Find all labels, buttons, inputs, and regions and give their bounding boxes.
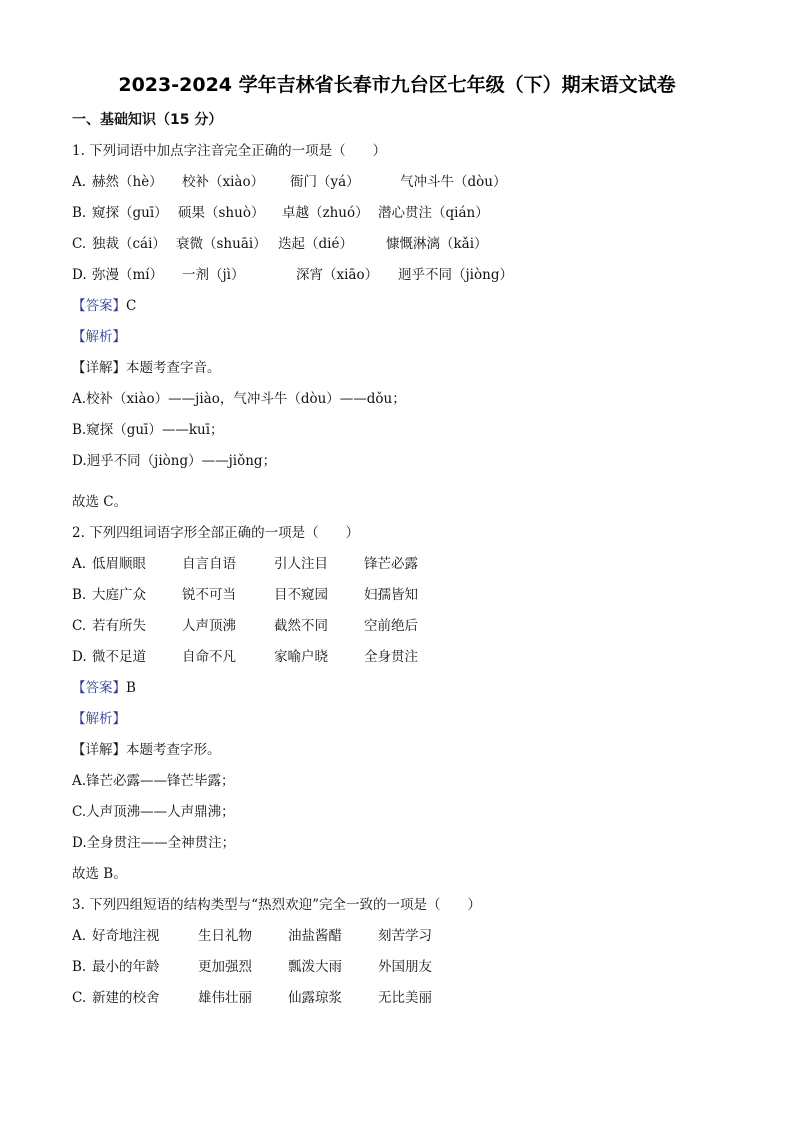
option-item: 瓢泼大雨 <box>288 959 342 975</box>
question-1-stem: 1. 下列词语中加点字注音完全正确的一项是（ ） <box>72 143 387 159</box>
option-item: 慷慨淋漓（kǎi） <box>386 236 488 252</box>
option-item: 潜心贯注（qián） <box>378 205 489 221</box>
option-letter: D. <box>72 267 87 283</box>
q1-answer <box>72 291 732 322</box>
q2-conclusion: 故选 B。 <box>72 866 127 882</box>
q1-option-c <box>72 229 732 260</box>
option-letter: C. <box>72 990 87 1006</box>
section-heading: 一、基础知识（15 分） <box>72 112 223 128</box>
answer-tag: 【答案】 <box>72 298 126 314</box>
option-item: 油盐酱醋 <box>288 928 342 944</box>
option-item: 锋芒必露 <box>364 556 418 572</box>
q2-detail <box>72 735 732 766</box>
q1-analysis <box>72 322 732 353</box>
answer-value: C <box>126 298 137 314</box>
option-item: 外国朋友 <box>378 959 432 975</box>
option-item: 迭起（dié） <box>278 236 353 252</box>
option-item: 窥探（guī） <box>92 205 168 221</box>
q3-option-b <box>72 952 732 983</box>
option-item: 截然不同 <box>274 618 328 634</box>
q2-option-d <box>72 642 732 673</box>
option-item: 锐不可当 <box>182 587 236 603</box>
option-item: 妇孺皆知 <box>364 587 418 603</box>
q2-explanation-1: A.锋芒必露——锋芒毕露； <box>72 773 235 789</box>
q1-option-b <box>72 198 732 229</box>
option-item: 弥漫（mí） <box>92 267 164 283</box>
option-item: 衙门（yá） <box>290 174 360 190</box>
spacer <box>72 477 732 487</box>
option-item: 微不足道 <box>92 649 146 665</box>
option-item: 自命不凡 <box>182 649 236 665</box>
option-item: 硕果（shuò） <box>178 205 265 221</box>
option-item: 一剂（jì） <box>182 267 245 283</box>
option-item: 刻苦学习 <box>378 928 432 944</box>
option-letter: C. <box>72 236 87 252</box>
option-item: 新建的校舍 <box>92 990 160 1006</box>
q1-detail <box>72 353 732 384</box>
option-item: 无比美丽 <box>378 990 432 1006</box>
option-letter: D. <box>72 649 87 665</box>
option-item: 若有所失 <box>92 618 146 634</box>
option-item: 衰微（shuāi） <box>176 236 267 252</box>
option-item: 人声顶沸 <box>182 618 236 634</box>
q1-conclusion: 故选 C。 <box>72 494 128 510</box>
option-item: 生日礼物 <box>198 928 252 944</box>
option-item: 引人注目 <box>274 556 328 572</box>
option-item: 独裁（cái） <box>92 236 166 252</box>
page-title: 2023-2024 学年吉林省长春市九台区七年级（下）期末语文试卷 <box>118 74 676 96</box>
option-item: 家喻户晓 <box>274 649 328 665</box>
option-item: 校补（xiào） <box>182 174 265 190</box>
option-letter: A. <box>72 928 87 944</box>
answer-value: B <box>126 680 136 696</box>
analysis-tag: 【解析】 <box>72 329 126 345</box>
option-item: 气冲斗牛（dòu） <box>400 174 507 190</box>
q3-option-c <box>72 983 732 1014</box>
q2-answer <box>72 673 732 704</box>
q3-option-a <box>72 921 732 952</box>
question-3-stem: 3. 下列四组短语的结构类型与“热烈欢迎”完全一致的一项是（ ） <box>72 897 481 913</box>
option-item: 自言自语 <box>182 556 236 572</box>
q1-explanation-2: B.窥探（guī）——kuī； <box>72 422 224 438</box>
option-item: 最小的年龄 <box>92 959 160 975</box>
option-item: 更加强烈 <box>198 959 252 975</box>
option-letter: A. <box>72 556 87 572</box>
detail-text: 本题考查字音。 <box>126 360 221 376</box>
option-item: 深宵（xiāo） <box>296 267 379 283</box>
option-item: 卓越（zhuó） <box>282 205 369 221</box>
q1-explanation-3: D.迥乎不同（jiòng）——jiǒng； <box>72 453 277 469</box>
q2-option-b <box>72 580 732 611</box>
option-item: 大庭广众 <box>92 587 146 603</box>
option-item: 赫然（hè） <box>92 174 163 190</box>
option-letter: C. <box>72 618 87 634</box>
detail-tag: 【详解】 <box>72 742 126 758</box>
answer-tag: 【答案】 <box>72 680 126 696</box>
q2-option-c <box>72 611 732 642</box>
analysis-tag: 【解析】 <box>72 711 126 727</box>
option-item: 目不窥园 <box>274 587 328 603</box>
q2-analysis <box>72 704 732 735</box>
option-item: 空前绝后 <box>364 618 418 634</box>
option-letter: B. <box>72 205 87 221</box>
exam-content <box>72 105 732 1014</box>
option-item: 全身贯注 <box>364 649 418 665</box>
option-item: 好奇地注视 <box>92 928 160 944</box>
q1-option-d <box>72 260 732 291</box>
q2-explanation-2: C.人声顶沸——人声鼎沸； <box>72 804 235 820</box>
option-item: 迥乎不同（jiòng） <box>398 267 513 283</box>
option-letter: B. <box>72 959 87 975</box>
option-letter: B. <box>72 587 87 603</box>
q1-option-a <box>72 167 732 198</box>
q1-explanation-1: A.校补（xiào）——jiào，气冲斗牛（dòu）——dǒu； <box>72 391 406 407</box>
q2-explanation-3: D.全身贯注——全神贯注； <box>72 835 236 851</box>
question-2-stem: 2. 下列四组词语字形全部正确的一项是（ ） <box>72 525 360 541</box>
detail-text: 本题考查字形。 <box>126 742 221 758</box>
option-item: 雄伟壮丽 <box>198 990 252 1006</box>
q2-option-a <box>72 549 732 580</box>
option-item: 仙露琼浆 <box>288 990 342 1006</box>
detail-tag: 【详解】 <box>72 360 126 376</box>
option-letter: A. <box>72 174 87 190</box>
option-item: 低眉顺眼 <box>92 556 146 572</box>
